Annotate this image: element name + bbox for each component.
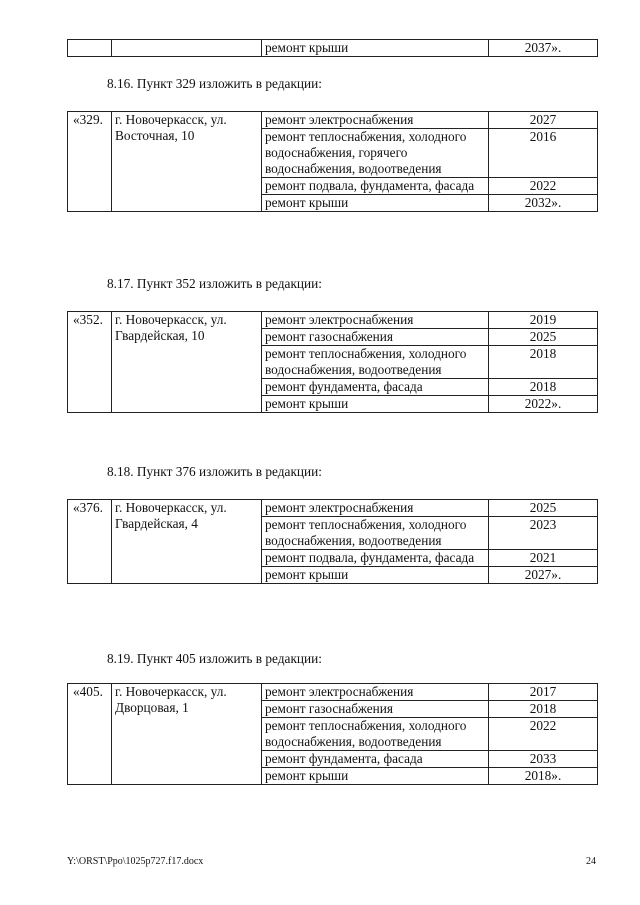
section-heading: 8.16. Пункт 329 изложить в редакции: <box>107 76 322 91</box>
year-cell: 2018 <box>489 346 598 379</box>
address-cell: г. Новочеркасск, ул. Дворцовая, 1 <box>112 684 262 785</box>
table-item-329 <box>67 111 598 212</box>
work-cell: ремонт крыши <box>262 567 489 584</box>
section-heading: 8.18. Пункт 376 изложить в редакции: <box>107 464 322 479</box>
work-cell: ремонт электроснабжения <box>262 112 489 129</box>
year-cell: 2037». <box>489 40 598 57</box>
year-cell: 2023 <box>489 517 598 550</box>
table-row <box>68 684 598 701</box>
address-cell <box>112 40 262 57</box>
work-cell: ремонт теплоснабжения, холодного водоснабжения, водоотведения <box>262 718 489 751</box>
work-cell: ремонт крыши <box>262 396 489 413</box>
address-cell: г. Новочеркасск, ул. Гвардейская, 4 <box>112 500 262 584</box>
page-number: 24 <box>586 856 596 867</box>
year-cell: 2021 <box>489 550 598 567</box>
work-cell: ремонт газоснабжения <box>262 701 489 718</box>
work-cell: ремонт электроснабжения <box>262 500 489 517</box>
table-item-352 <box>67 311 598 413</box>
item-number: «405. <box>68 684 112 785</box>
table-row <box>68 500 598 517</box>
work-cell: ремонт крыши <box>262 195 489 212</box>
section-heading: 8.17. Пункт 352 изложить в редакции: <box>107 276 322 291</box>
year-cell: 2019 <box>489 312 598 329</box>
section-heading: 8.19. Пункт 405 изложить в редакции: <box>107 651 322 666</box>
table-fragment-top <box>67 39 598 57</box>
year-cell: 2022». <box>489 396 598 413</box>
year-cell: 2016 <box>489 129 598 178</box>
number-cell <box>68 40 112 57</box>
table-row <box>68 40 598 57</box>
work-cell: ремонт крыши <box>262 768 489 785</box>
table-item-405 <box>67 683 598 785</box>
address-cell: г. Новочеркасск, ул. Гвардейская, 10 <box>112 312 262 413</box>
year-cell: 2033 <box>489 751 598 768</box>
work-cell: ремонт теплоснабжения, холодного водоснабжения, водоотведения <box>262 346 489 379</box>
work-cell: ремонт подвала, фундамента, фасада <box>262 178 489 195</box>
work-cell: ремонт газоснабжения <box>262 329 489 346</box>
year-cell: 2018». <box>489 768 598 785</box>
table-row <box>68 312 598 329</box>
year-cell: 2018 <box>489 701 598 718</box>
year-cell: 2025 <box>489 500 598 517</box>
item-number: «329. <box>68 112 112 212</box>
work-cell: ремонт фундамента, фасада <box>262 379 489 396</box>
table-item-376 <box>67 499 598 584</box>
work-cell: ремонт теплоснабжения, холодного водоснабжения, водоотведения <box>262 517 489 550</box>
work-cell: ремонт подвала, фундамента, фасада <box>262 550 489 567</box>
year-cell: 2017 <box>489 684 598 701</box>
work-cell: ремонт фундамента, фасада <box>262 751 489 768</box>
address-cell: г. Новочеркасск, ул. Восточная, 10 <box>112 112 262 212</box>
year-cell: 2027». <box>489 567 598 584</box>
year-cell: 2025 <box>489 329 598 346</box>
item-number: «352. <box>68 312 112 413</box>
table-row <box>68 112 598 129</box>
work-cell: ремонт электроснабжения <box>262 312 489 329</box>
work-cell: ремонт теплоснабжения, холодного водоснабжения, горячего водоснабжения, водоотведения <box>262 129 489 178</box>
year-cell: 2032». <box>489 195 598 212</box>
work-cell: ремонт электроснабжения <box>262 684 489 701</box>
year-cell: 2022 <box>489 178 598 195</box>
year-cell: 2022 <box>489 718 598 751</box>
year-cell: 2027 <box>489 112 598 129</box>
year-cell: 2018 <box>489 379 598 396</box>
footer-file-path: Y:\ORST\Ppo\1025p727.f17.docx <box>67 856 204 867</box>
item-number: «376. <box>68 500 112 584</box>
work-cell: ремонт крыши <box>262 40 489 57</box>
